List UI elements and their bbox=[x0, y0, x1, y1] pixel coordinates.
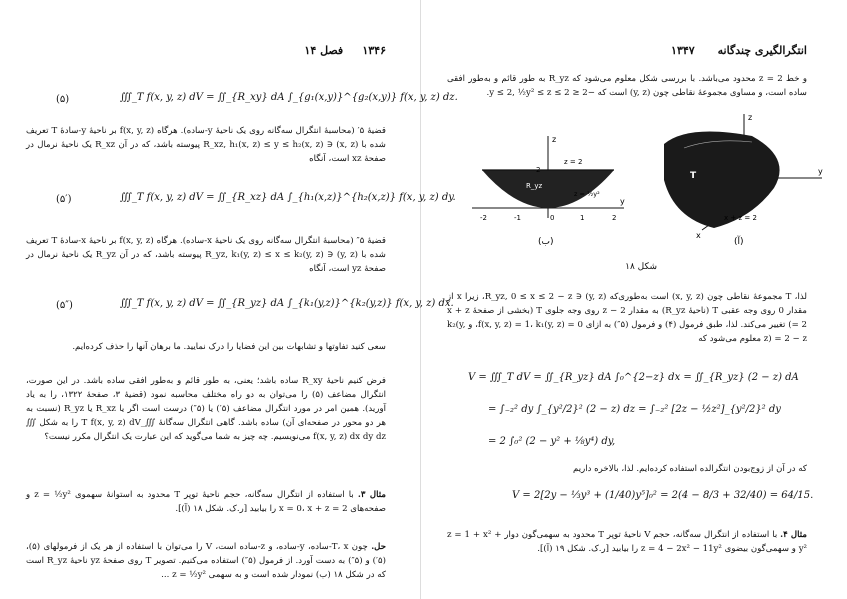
paragraph-set-T: لذا، T مجموعهٔ نقاطی چون (x, y, z) است به‌طوری‌که (y, z) ∈ R_yz, 0 ≤ x ≤ 2 − z، زیرا x از مقدار 0 روی وجه عقبی T (ناحیهٔ R_yz) به مقدار 2 − z روی وجه جلوی T (بخشی از صفحهٔ x + z = 2) تغییر می‌کند. لذا، طبق فرمول (۴) و فرمول (۵″) به ازای f(x, y, z) = 1، k₁(y, z) = 0، و k₂(y, z) = 2 − z معلوم می‌شود که bbox=[447, 292, 807, 344]
page-header-left bbox=[304, 44, 386, 57]
example-4-text: با استفاده از انتگرال سه‌گانه، حجم V ناحیهٔ توپر T محدود به سهمی‌گون دوار z = 1 + x² + y² و سهمی‌گون بیضوی z = 4 − 2x² − 11y² را بیابید [ر.ک. شکل ۱۹ (آ)]. bbox=[447, 530, 807, 554]
solution-3 bbox=[26, 540, 386, 582]
region-ryz-label: R_yz bbox=[526, 182, 543, 190]
figure-18b-label: (ب) bbox=[538, 237, 554, 247]
paragraph-region-ryz: و خط z = 2 محدود می‌باشد. با بررسی شکل معلوم می‌شود که R_yz به طور قائم و به‌طور افقی ساده است، و مساوی مجموعهٔ نقاطی چون (y, z) است که −2 ≤ y ≤ 2, ½y² ≤ z ≤ 2. bbox=[447, 74, 807, 98]
solid-T bbox=[664, 132, 780, 229]
equation-5-double-prime-number: (۵″) bbox=[56, 300, 73, 311]
example-3 bbox=[26, 488, 386, 516]
x-axis-label-a: x bbox=[696, 231, 701, 240]
figure-18b bbox=[472, 135, 625, 247]
equation-5-prime-number: (۵′) bbox=[56, 194, 72, 205]
example-3-label: مثال ۳. bbox=[357, 490, 386, 500]
solution-text: چون T، x-ساده، y-ساده، و z-ساده است، V را می‌توان با استفاده از هر یک از فرمولهای (۵)، (۵′) و (۵″) به دست آورد. از فرمول (۵″) استفاده می‌کنیم. تصویر T روی صفحهٔ yz ناحیهٔ R_yz است که در شکل ۱۸ (ب) نمودار شده است و به سهمی z = ½y² ... bbox=[26, 542, 386, 580]
paragraph-symmetry: که در آن از زوج‌بودن انتگرالده استفاده کرده‌ایم. لذا، بالاخره داریم bbox=[572, 464, 807, 474]
figure-18 bbox=[452, 108, 832, 268]
line-z-2-label: z = 2 bbox=[564, 158, 583, 166]
y-axis-label-a: y bbox=[818, 167, 823, 176]
example-4 bbox=[447, 528, 807, 556]
example-4-label: مثال ۴. bbox=[780, 530, 807, 540]
equation-volume-final: V = 2[2y − ⅓y³ + (1/40)y⁵]₀² = 2(4 − 8/3 + 32/40) = 64/15. bbox=[512, 490, 814, 501]
paragraph-simple-regions: فرض کنیم ناحیهٔ R_xy ساده باشد؛ یعنی، به طور قائم و به‌طور افقی ساده باشد. در این صورت، انتگرال مضاعف (۵) را می‌توان به دو راه مختلف محاسبه نمود (قضیهٔ ۳، صفحهٔ ۱۳۲۲، را به یاد آورید). همین امر در مورد انتگرال مضاعف (۵′) یا (۵″) درست است اگر یا R_xz یا R_yz (نسبت به هر دو محور در صفحه‌ای آن) ساده باشد. گاهی انتگرال سه‌گانهٔ ∭_T f(x, y, z) dV را به شکل ∭ f(x, y, z) dx dy dz می‌نویسیم. چه چیز به شما می‌گوید که این عبارت یک انتگرال مکرر نیست؟ bbox=[26, 376, 387, 442]
equation-5: ∭_T f(x, y, z) dV = ∬_{R_xy} dA ∫_{g₁(x,y)}^{g₂(x,y)} f(x, y, z) dz. bbox=[120, 92, 458, 103]
tick-minus-1: -1 bbox=[514, 214, 521, 222]
right-header-title: انتگرالگیری چندگانه bbox=[717, 44, 807, 57]
equation-volume-2: = ∫₋₂² dy ∫_{y²/2}² (2 − z) dz = ∫₋₂² [2z − ½z²]_{y²/2}² dy bbox=[488, 404, 781, 415]
equation-5-number: (۵) bbox=[56, 94, 70, 105]
example-3-text: با استفاده از انتگرال سه‌گانه، حجم ناحیهٔ توپر T محدود به استوانهٔ سهموی z = ½y² و صفحه‌های x = 0، x + z = 2 را بیابید [ر.ک. شکل ۱۸ (آ)]. bbox=[26, 490, 386, 514]
figure-18-caption: شکل ۱۸ bbox=[625, 262, 657, 272]
region-ryz bbox=[482, 170, 614, 208]
theorem-5-double-prime: قضیهٔ ۵″ (محاسبهٔ انتگرال سه‌گانه روی یک ناحیهٔ x-ساده). هرگاه f(x, y, z) بر ناحیهٔ x-سادهٔ T تعریف شده با (y, z) ∈ R_yz, k₁(y, z) ≤ x ≤ k₂(y, z) پیوسته باشد، که در آن R_yz یک ناحیهٔ نرمال در صفحهٔ yz است، آنگاه bbox=[26, 236, 387, 274]
parabola-label: z = ½y² bbox=[574, 190, 600, 198]
tick-2: 2 bbox=[612, 214, 617, 222]
solid-T-label: T bbox=[690, 171, 697, 181]
y-axis-label-b: y bbox=[620, 197, 625, 206]
equation-volume-3: = 2 ∫₀² (2 − y² + ⅛y⁴) dy, bbox=[488, 436, 616, 447]
figure-18a-label: (آ) bbox=[734, 237, 744, 247]
left-header-chapter: فصل ۱۴ bbox=[304, 44, 344, 57]
z-axis-label-a: z bbox=[748, 113, 753, 122]
tick-z-2: 2 bbox=[536, 166, 541, 174]
solution-label: حل. bbox=[371, 542, 386, 552]
paragraph-differences: سعی کنید تفاوتها و تشابهات بین این فضایا را درک نمایید. ما برهان آنها را حذف کرده‌ایم. bbox=[72, 342, 386, 352]
tick-0: 0 bbox=[550, 214, 555, 222]
equation-volume-1: V = ∭_T dV = ∬_{R_yz} dA ∫₀^{2−z} dx = ∬_{R_yz} (2 − z) dA bbox=[468, 372, 799, 383]
right-page bbox=[424, 0, 847, 599]
equation-5-prime: ∭_T f(x, y, z) dV = ∬_{R_xz} dA ∫_{h₁(x,z)}^{h₂(x,z)} f(x, y, z) dy. bbox=[120, 192, 456, 203]
z-axis-label-b: z bbox=[552, 135, 557, 144]
theorem-5-prime: قضیهٔ ۵′ (محاسبهٔ انتگرال سه‌گانه روی یک ناحیهٔ y-ساده). هرگاه f(x, y, z) بر ناحیهٔ y-سادهٔ T تعریف شده با (x, z) ∈ R_xz, h₁(x, z) ≤ y ≤ h₂(x, z) پیوسته باشد، که در آن R_xz یک ناحیهٔ نرمال در صفحهٔ xz است، آنگاه bbox=[26, 126, 386, 164]
tick-minus-2: -2 bbox=[480, 214, 487, 222]
tick-1: 1 bbox=[580, 214, 585, 222]
page-header-right bbox=[671, 44, 807, 57]
left-header-page-number: ۱۳۴۶ bbox=[362, 44, 386, 57]
figure-18a bbox=[664, 113, 823, 247]
plane-label: x + z = 2 bbox=[724, 214, 757, 222]
equation-5-double-prime: ∭_T f(x, y, z) dV = ∬_{R_yz} dA ∫_{k₁(y,z)}^{k₂(y,z)} f(x, y, z) dx. bbox=[120, 298, 454, 309]
right-header-page-number: ۱۳۴۷ bbox=[671, 44, 695, 57]
